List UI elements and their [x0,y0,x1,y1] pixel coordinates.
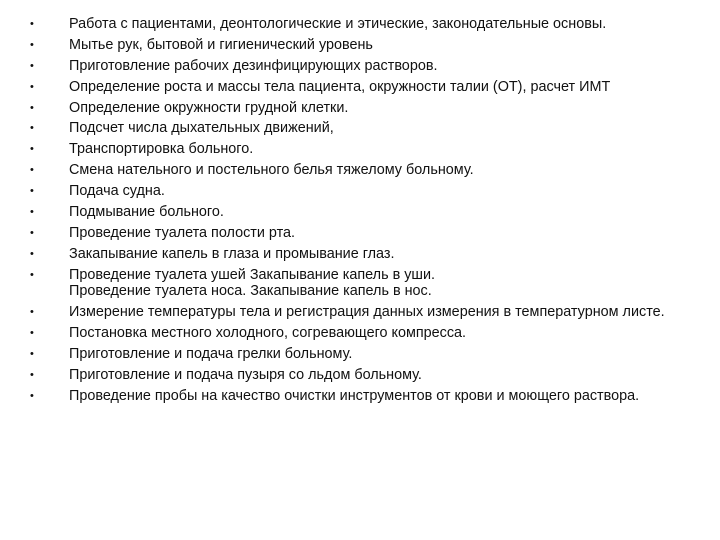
list-item-text: Определение роста и массы тела пациента, окружности талии (ОТ), расчет ИМТ [69,78,611,95]
list-item [30,325,690,342]
list-item-text: Подмывание больного. [69,204,224,221]
list-item [30,388,690,405]
bullet-icon: • [30,226,34,239]
bullet-icon: • [30,143,34,156]
bullet-icon: • [30,80,34,93]
bullet-icon: • [30,101,34,114]
list-item [30,58,690,75]
list-item-text: Приготовление рабочих дезинфицирующих растворов. [69,57,438,74]
list-item-text: Проведение пробы на качество очистки инструментов от крови и моющего раствора. [69,387,640,404]
list-item [30,141,690,158]
bullet-icon: • [30,247,34,260]
bullet-icon: • [30,347,34,360]
list-item [30,37,690,54]
bullet-icon: • [30,206,34,219]
bullet-icon: • [30,326,34,339]
list-item-text: Приготовление и подача пузыря со льдом больному. [69,366,422,383]
list-item-text: Работа с пациентами, деонтологические и этические, законодательные основы. [69,16,607,32]
list-item-text: Транспортировка больного. [69,141,254,158]
list-item-text: Мытье рук, бытовой и гигиенический уровень [69,36,373,53]
list-item-text: Закапывание капель в глаза и промывание глаз. [69,245,395,262]
list-item-text: Приготовление и подача грелки больному. [69,345,353,362]
bullet-icon: • [30,59,34,72]
bullet-icon: • [30,164,34,177]
list-item [30,100,690,117]
list-item [30,246,690,263]
list-item [30,16,690,33]
list-item-text: Определение окружности грудной клетки. [69,99,349,116]
list-item [30,346,690,363]
list-item-text: Постановка местного холодного, согревающего компресса. [69,324,467,341]
list-item [30,225,690,242]
bullet-icon: • [30,18,34,30]
bullet-icon: • [30,122,34,135]
list-item-text: Проведение туалета ушей Закапывание капель в уши. [69,266,435,283]
list-item-text: Смена нательного и постельного белья тяжелому больному. [69,162,474,179]
bullet-icon: • [30,368,34,381]
bullet-icon: • [30,389,34,402]
list-item-text: Подсчет числа дыхательных движений, [69,120,334,137]
list-item [30,267,690,300]
list-item [30,304,690,321]
list-item [30,183,690,200]
bullet-icon: • [30,268,34,281]
list-item-text-continuation: Проведение туалета носа. Закапывание капель в нос. [69,283,432,300]
list-item [30,120,690,137]
list-item [30,367,690,384]
list-item [30,79,690,96]
bullet-icon: • [30,185,34,198]
list-item [30,204,690,221]
bullet-list [30,16,690,409]
list-item-text: Проведение туалета полости рта. [69,224,296,241]
list-item-text: Подача судна. [69,183,165,200]
list-item-text: Измерение температуры тела и регистрация данных измерения в температурном листе. [69,304,665,321]
list-item [30,162,690,179]
bullet-icon: • [30,306,34,319]
bullet-icon: • [30,38,34,51]
